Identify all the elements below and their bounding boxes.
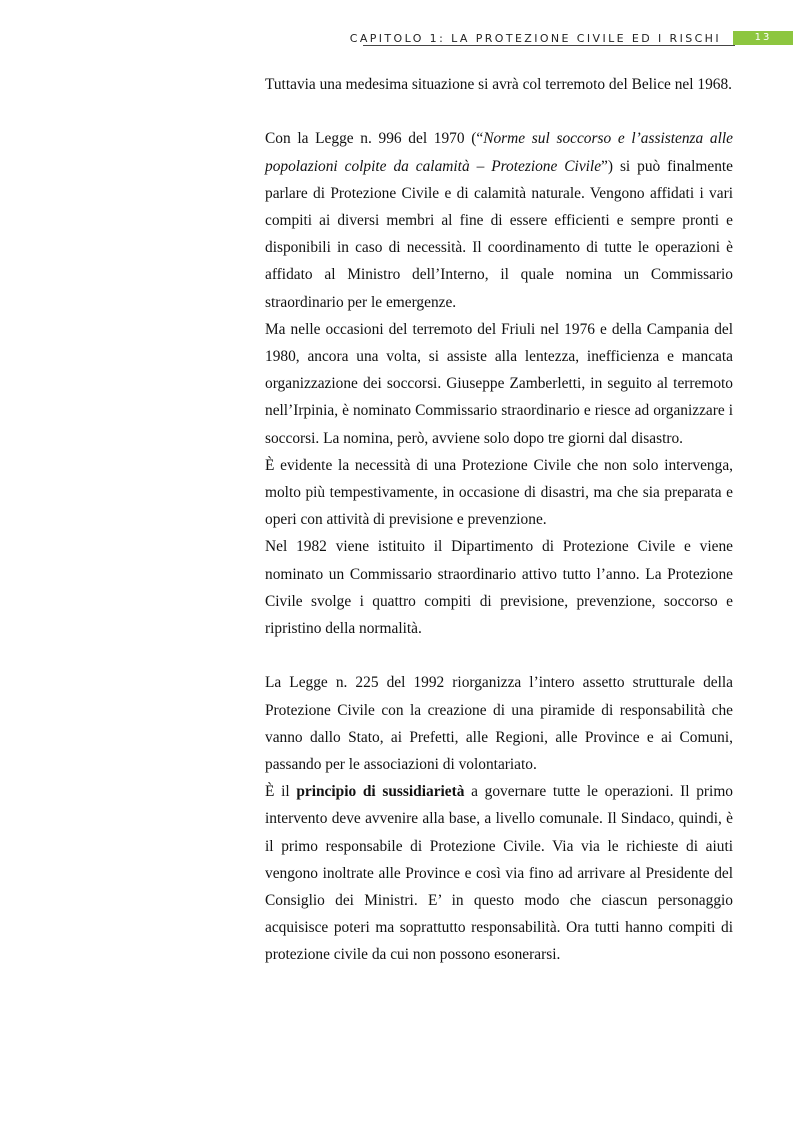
- paragraph-legge-225: La Legge n. 225 del 1992 riorganizza l’intero assetto strutturale della Protezione Civile con la creazione di una piramide di responsabilità che vanno dallo Stato, ai Prefetti, alle Regioni, alle Province e ai Comuni, passando per le associazioni di volontariato.: [265, 674, 733, 774]
- paragraph-gap: [265, 98, 733, 125]
- paragraph-necessita: È evidente la necessità di una Protezione Civile che non solo intervenga, molto più tempestivamente, in occasione di disastri, ma che sia preparata e operi con attività di previsione e prevenzione.: [265, 456, 733, 529]
- page-header: [350, 30, 793, 46]
- paragraph-legge-996: [265, 125, 733, 315]
- paragraph-dipartimento: Nel 1982 viene istituito il Dipartimento di Protezione Civile e viene nominato un Commissario straordinario attivo tutto l’anno. La Protezione Civile svolge i quattro compiti di previsione, prevenzione, soccorso e ripristino della normalità.: [265, 538, 733, 638]
- paragraph-sussidiarieta: [265, 778, 733, 968]
- sussidiarieta-term: principio di sussidiarietà: [296, 783, 465, 801]
- paragraph-belice: Tuttavia una medesima situazione si avrà col terremoto del Belice nel 1968.: [265, 76, 733, 93]
- legge-996-title: Norme sul soccorso e l’assistenza alle popolazioni colpite da calamità – Protezione Civile: [265, 130, 733, 175]
- sussidiarieta-intro: È il: [265, 783, 297, 801]
- paragraph-gap: [265, 642, 733, 669]
- body-text: [265, 71, 733, 969]
- paragraph-friuli-campania: Ma nelle occasioni del terremoto del Friuli nel 1976 e della Campania del 1980, ancora una volta, si assiste alla lentezza, inefficienza e mancata organizzazione dei soccorsi. Giuseppe Zamberletti, in seguito al terremoto nell’Irpinia, è nominato Commissario straordinario e riesce ad organizzare i soccorsi. La nomina, però, avviene solo dopo tre giorni dal disastro.: [265, 320, 733, 447]
- legge-996-text: ”) si può finalmente parlare di Protezione Civile e di calamità naturale. Vengono affidati i vari compiti ai diversi membri al fine di essere efficienti e sempre pronti e disponibili in caso di necessità. Il coordinamento di tutte le operazioni è affidato al Ministro dell’Interno, il quale nomina un Commissario straordinario per le emergenze.: [265, 157, 733, 311]
- legge-996-intro: Con la Legge n. 996 del 1970 (“: [265, 130, 484, 148]
- chapter-title: CAPITOLO 1: LA PROTEZIONE CIVILE ED I RISCHI: [349, 31, 721, 45]
- sussidiarieta-text: a governare tutte le operazioni. Il primo intervento deve avvenire alla base, a livello comunale. Il Sindaco, quindi, è il primo responsabile di Protezione Civile. Via via le richieste di aiuti vengono inoltrate alle Province e così via fino ad arrivare al Presidente del Consiglio dei Ministri. E’ in questo modo che ciascun personaggio acquisisce poteri ma soprattutto responsabilità. Ora tutti hanno compiti di protezione civile da cui non possono esonerarsi.: [265, 783, 733, 964]
- page-number: 13: [733, 31, 793, 45]
